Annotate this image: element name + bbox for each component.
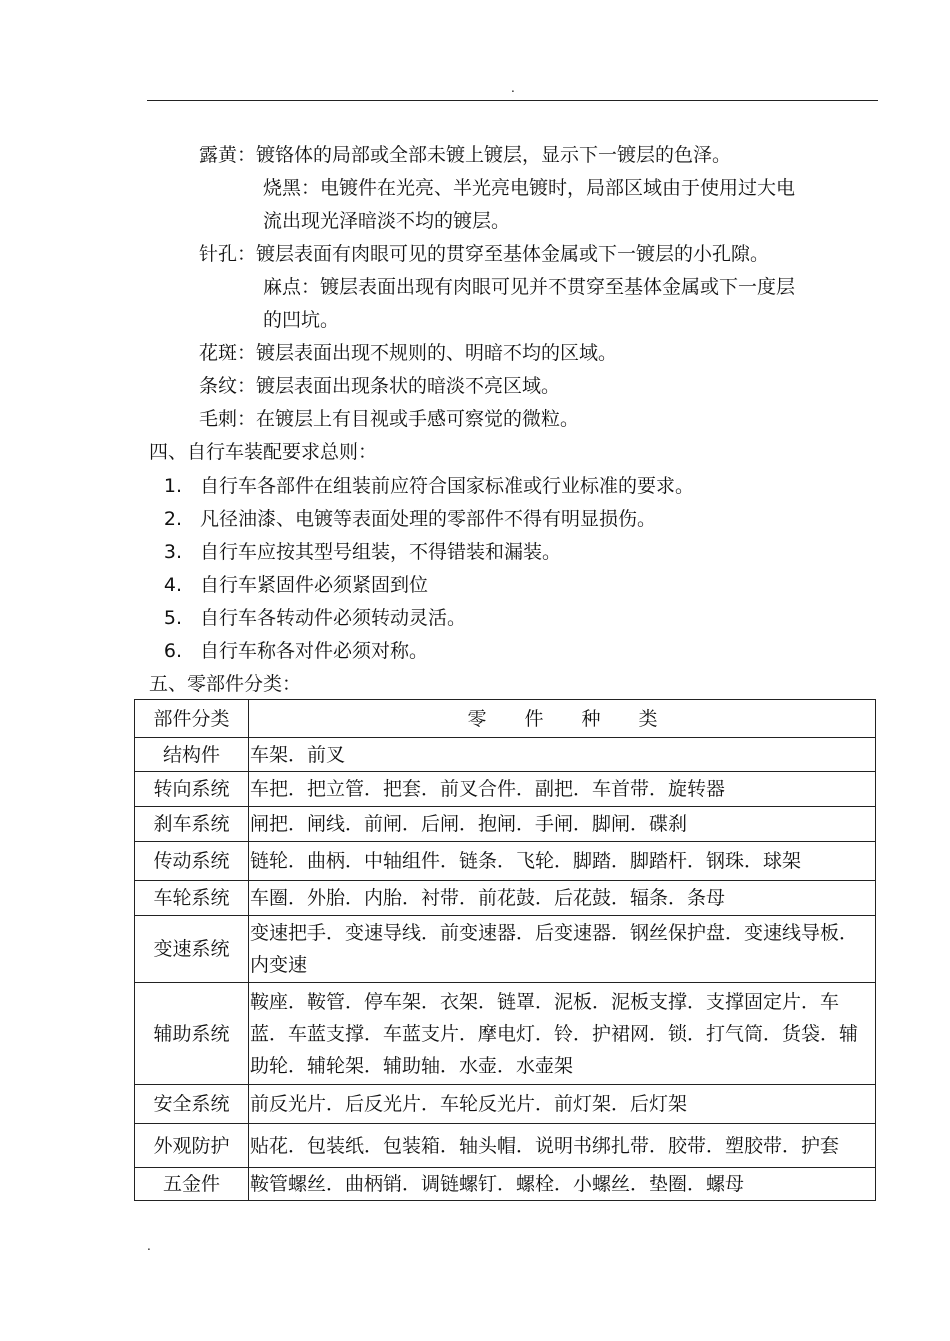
parts-classification-table xyxy=(134,699,876,1201)
parts-cell: 鞍座．鞍管．停车架．衣架．链罩．泥板．泥板支撑．支撑固定片．车蓝．车蓝支撑．车蓝支片．摩电灯．铃．护裙网．锁．打气筒．货袋．辅助轮．辅轮架．辅助轴．水壶．水壶架 xyxy=(249,983,876,1085)
header-dot: . xyxy=(511,81,515,95)
category-cell: 安全系统 xyxy=(135,1085,249,1124)
parts-cell: 链轮．曲柄．中轴组件．链条．飞轮．脚踏．脚踏杆．钢珠．球架 xyxy=(249,842,876,881)
defect-streak: 条纹：镀层表面出现条状的暗淡不亮区域。 xyxy=(199,375,561,397)
parts-cell: 车架．前叉 xyxy=(249,738,876,772)
category-cell: 刹车系统 xyxy=(135,807,249,842)
table-row xyxy=(135,1168,876,1201)
item-number: 1. xyxy=(163,475,182,497)
category-cell: 五金件 xyxy=(135,1168,249,1201)
assembly-rule: 自行车称各对件必须对称。 xyxy=(200,640,429,662)
category-cell: 转向系统 xyxy=(135,772,249,807)
section4-title: 四、自行车装配要求总则： xyxy=(149,441,378,463)
category-cell: 辅助系统 xyxy=(135,983,249,1085)
item-number: 4. xyxy=(163,574,182,596)
defect-exposed-yellow: 露黄：镀铬体的局部或全部未镀上镀层，显示下一镀层的色泽。 xyxy=(199,144,732,166)
defect-pitting: 麻点：镀层表面出现有肉眼可见并不贯穿至基体金属或下一度层 xyxy=(263,276,796,298)
assembly-rule: 自行车各转动件必须转动灵活。 xyxy=(200,607,467,629)
assembly-rule: 自行车各部件在组装前应符合国家标准或行业标准的要求。 xyxy=(200,475,695,497)
table-row xyxy=(135,842,876,881)
category-cell: 变速系统 xyxy=(135,916,249,983)
category-cell: 车轮系统 xyxy=(135,881,249,916)
defect-mottle: 花斑：镀层表面出现不规则的、明暗不均的区域。 xyxy=(199,342,618,364)
table-row xyxy=(135,881,876,916)
item-number: 5. xyxy=(163,607,182,629)
category-cell: 外观防护 xyxy=(135,1124,249,1168)
table-row xyxy=(135,772,876,807)
parts-cell: 鞍管螺丝．曲柄销．调链螺钉．螺栓．小螺丝．垫圈．螺母 xyxy=(249,1168,876,1201)
category-cell: 传动系统 xyxy=(135,842,249,881)
table-row xyxy=(135,983,876,1085)
parts-cell: 车圈．外胎．内胎．衬带．前花鼓．后花鼓．辐条．条母 xyxy=(249,881,876,916)
section5-title: 五、零部件分类： xyxy=(149,673,302,695)
table-row xyxy=(135,807,876,842)
parts-cell: 车把．把立管．把套．前叉合件．副把．车首带．旋转器 xyxy=(249,772,876,807)
table-row xyxy=(135,916,876,983)
assembly-rule: 自行车紧固件必须紧固到位 xyxy=(200,574,429,596)
assembly-rule: 自行车应按其型号组装，不得错装和漏装。 xyxy=(200,541,562,563)
table-row xyxy=(135,1085,876,1124)
defect-pitting-cont: 的凹坑。 xyxy=(263,309,340,331)
item-number: 3. xyxy=(163,541,182,563)
header-rule xyxy=(147,100,878,101)
parts-cell: 贴花．包装纸．包装箱．轴头帽．说明书绑扎带．胶带．塑胶带．护套 xyxy=(249,1124,876,1168)
table-header-row xyxy=(135,700,876,738)
header-part-types: 零 件 种 类 xyxy=(249,700,876,738)
parts-cell: 变速把手．变速导线．前变速器．后变速器．钢丝保护盘．变速线导板．内变速 xyxy=(249,916,876,983)
defect-burnt-black-cont: 流出现光泽暗淡不均的镀层。 xyxy=(263,210,511,232)
table-row xyxy=(135,738,876,772)
defect-pinhole: 针孔：镀层表面有肉眼可见的贯穿至基体金属或下一镀层的小孔隙。 xyxy=(199,243,770,265)
parts-cell: 闸把．闸线．前闸．后闸．抱闸．手闸．脚闸．碟刹 xyxy=(249,807,876,842)
item-number: 2. xyxy=(163,508,182,530)
parts-cell: 前反光片．后反光片．车轮反光片．前灯架．后灯架 xyxy=(249,1085,876,1124)
table-row xyxy=(135,1124,876,1168)
defect-burnt-black: 烧黑：电镀件在光亮、半光亮电镀时，局部区域由于使用过大电 xyxy=(263,177,796,199)
footer-dot: . xyxy=(147,1239,151,1253)
category-cell: 结构件 xyxy=(135,738,249,772)
item-number: 6. xyxy=(163,640,182,662)
header-category: 部件分类 xyxy=(135,700,249,738)
defect-burr: 毛刺：在镀层上有目视或手感可察觉的微粒。 xyxy=(199,408,580,430)
assembly-rule: 凡径油漆、电镀等表面处理的零部件不得有明显损伤。 xyxy=(200,508,657,530)
